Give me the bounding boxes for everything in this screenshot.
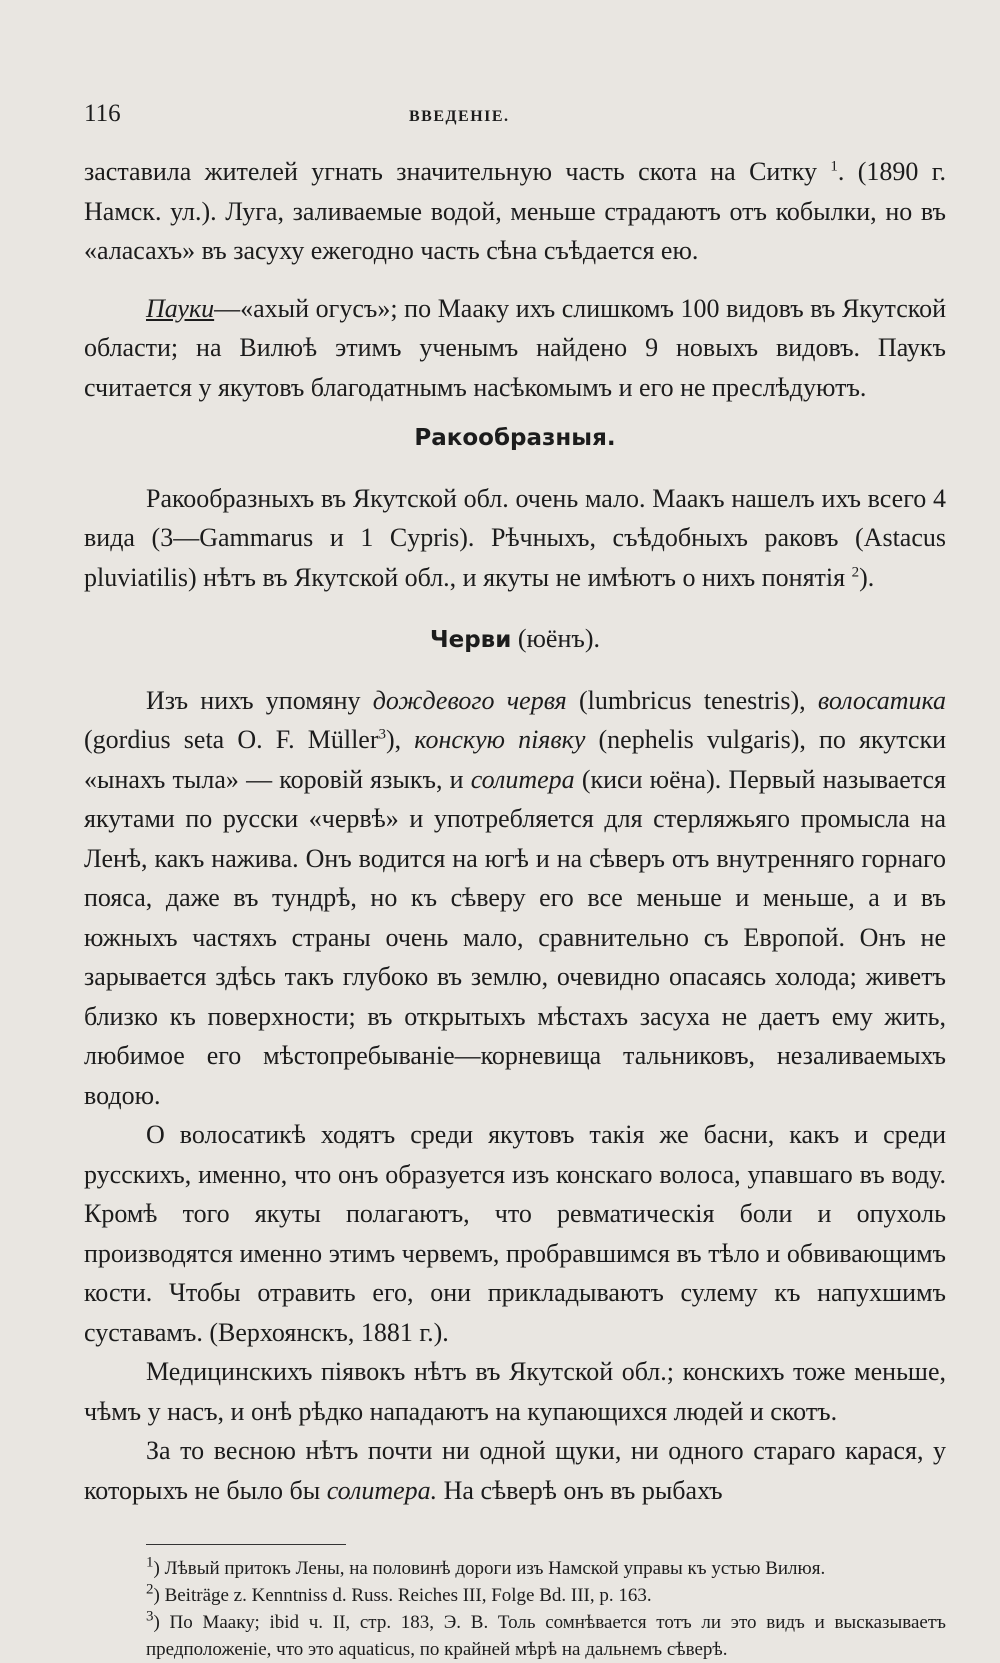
term-tapeworm: солитера [470,764,575,794]
section-heading-worms: Черви (юёнъ). [430,624,600,653]
footnote-1: $^1$) Лѣвый притокъ Лены, на половинѣ дороги изъ Намской управы къ устью Вилюя. [146,1554,826,1579]
footnote-divider [146,1544,346,1545]
paragraph-spiders: Пауки—«ахый огусъ»; по Мааку ихъ слишкомъ 100 видовъ въ Якутской области; на Вилюѣ этимъ ученымъ найдено 9 новыхъ видовъ. Паукъ считается у якутовъ благодатнымъ насѣкомымъ и его не преслѣдуютъ. [84,293,946,402]
footnote-2: $^2$) Beiträge z. Kenntniss d. Russ. Reiches III, Folge Bd. III, p. 163. [146,1581,652,1606]
page-number: 116 [84,100,121,127]
footnote-3: $^3$) По Мааку; ibid ч. II, стр. 183, Э. В. Толь сомнѣвается тотъ ли это видъ и высказываетъ предположенiе, что это aquaticus, по крайней мѣрѣ на дальнемъ сѣверѣ. [146,1608,946,1660]
paragraph-crustaceans: Ракообразныхъ въ Якутской обл. очень мало. Маакъ нашелъ ихъ всего 4 вида (3—Gammarus и 1 Cypris). Рѣчныхъ, съѣдобныхъ раковъ (Astacus pluviatilis) нѣтъ въ Якутской обл., и якуты не имѣютъ о нихъ понятія $^2$). [84,483,946,592]
paragraph-continuation: заставила жителей угнать значительную часть скота на Ситку $^1$. (1890 г. Намск. ул.). Луга, заливаемые водой, меньше страдаютъ отъ кобылки, но въ «аласахъ» въ засуху ежегодно часть сѣна съѣдается ею. [84,157,947,265]
term-earthworm: дождевого червя [372,685,567,715]
term-hairworm: волосатика [817,685,947,715]
paragraph-worms: Изъ нихъ упомяну дождевого червя (lumbricus tenestris), волосатика (gordius seta O. F. Müller$^3$), конскую пiявку (nephelis vulgaris), по якутски «ынахъ тыла» — коровiй языкъ, и солитера (киси юёна). Первый называется якутами по русски «червѣ» и употребляется для стерляжьяго промысла на Ленѣ, какъ нажива. Онъ водится на югѣ и на сѣверъ отъ внутренняго горнаго пояса, даже въ тундрѣ, но къ сѣверу его все меньше и меньше, а и въ южныхъ частяхъ страны очень мало, сравнительно съ Европой. Онъ не зарывается здѣсь такъ глубоко въ землю, очевидно опасаясь холода; живетъ близко къ поверхности; въ открытыхъ мѣстахъ засуха не даетъ ему жить, любимое его мѣстопребыванiе—корневища тальниковъ, незаливаемыхъ водою. [84,685,947,1110]
term-horse-leech: конскую пiявку [414,725,586,754]
footnotes [84,1555,946,1663]
footnote-ref-1: 1 [830,158,838,175]
running-head: ВВЕДЕНIЕ. [409,108,510,125]
paragraph-tapeworm: За то весною нѣтъ почти ни одной щуки, ни одного стараго карася, у которыхъ не было бы солитера. На сѣверѣ онъ въ рыбахъ [84,1436,946,1505]
term-spiders: Пауки [146,293,215,323]
page-header [84,100,946,144]
paragraph-leeches: Медицинскихъ пiявокъ нѣтъ въ Якутской обл.; конскихъ тоже меньше, чѣмъ у насъ, и онѣ рѣдко нападаютъ на купающихся людей и скотъ. [84,1357,946,1426]
section-heading-crustaceans: Ракообразныя. [414,425,616,451]
footnote-ref-3: 3 [378,726,386,743]
paragraph-hairworm: О волосатикѣ ходятъ среди якутовъ такiя же басни, какъ и среди русскихъ, именно, что онъ образуется изъ конскаго волоса, упавшаго въ воду. Кромѣ того якуты полагаютъ, что ревматическiя боли и опухоль производятся именно этимъ червемъ, пробравшимся въ тѣло и обвивающимъ кости. Чтобы отравить его, они прикладываютъ сулему къ напухшимъ суставамъ. (Верхоянскъ, 1881 г.). [84,1120,946,1347]
footnote-ref-2: 2 [851,563,860,580]
term-tapeworm-2: солитера. [326,1475,438,1505]
main-text [84,152,946,1510]
